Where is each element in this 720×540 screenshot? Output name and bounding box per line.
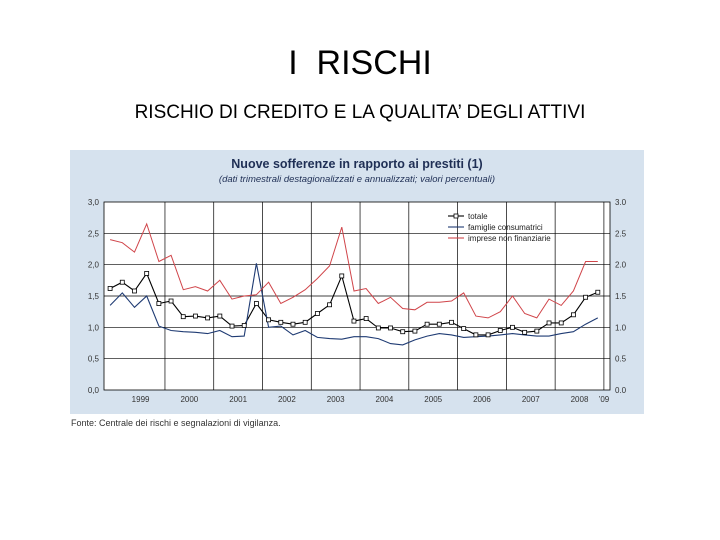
data-point-marker bbox=[498, 328, 502, 332]
data-point-marker bbox=[486, 333, 490, 337]
y-tick-label-right: 1.5 bbox=[615, 292, 627, 301]
data-point-marker bbox=[523, 330, 527, 334]
data-point-marker bbox=[376, 326, 380, 330]
x-tick-label: 2002 bbox=[277, 395, 296, 404]
y-tick-label-right: 1.0 bbox=[615, 323, 627, 333]
y-tick-label-left: 1,0 bbox=[87, 323, 99, 333]
x-tick-label: 2004 bbox=[375, 395, 394, 404]
chart-figure bbox=[70, 150, 644, 414]
chart-title: Nuove sofferenze in rapporto ai prestiti (1) bbox=[231, 157, 483, 171]
y-tick-label-left: 1,5 bbox=[87, 292, 99, 301]
x-tick-label: 2006 bbox=[473, 395, 491, 404]
data-point-marker bbox=[389, 326, 393, 330]
legend-label-famiglie: famiglie consumatrici bbox=[468, 223, 543, 232]
data-point-marker bbox=[169, 299, 173, 303]
chart-subtitle: (dati trimestrali destagionalizzati e annualizzati; valori percentuali) bbox=[218, 174, 496, 185]
data-point-marker bbox=[596, 290, 600, 294]
y-tick-label-left: 0,5 bbox=[87, 354, 99, 364]
data-point-marker bbox=[132, 289, 136, 293]
x-tick-label: 2008 bbox=[570, 395, 589, 404]
data-point-marker bbox=[303, 320, 307, 324]
y-tick-label-left: 2,5 bbox=[87, 229, 99, 239]
data-point-marker bbox=[401, 330, 405, 334]
y-tick-label-right: 0.0 bbox=[615, 386, 627, 395]
data-point-marker bbox=[328, 303, 332, 307]
y-tick-label-right: 3.0 bbox=[615, 198, 627, 207]
data-point-marker bbox=[267, 318, 271, 322]
data-point-marker bbox=[230, 324, 234, 328]
line-chart bbox=[70, 150, 644, 414]
data-point-marker bbox=[120, 280, 124, 284]
x-tick-label: ’09 bbox=[598, 395, 610, 404]
data-point-marker bbox=[352, 319, 356, 323]
data-point-marker bbox=[425, 322, 429, 326]
data-point-marker bbox=[571, 313, 575, 317]
data-point-marker bbox=[242, 323, 246, 327]
legend-label-totale: totale bbox=[468, 212, 488, 221]
x-tick-label: 2003 bbox=[326, 395, 345, 404]
data-point-marker bbox=[193, 314, 197, 318]
data-point-marker bbox=[559, 321, 563, 325]
y-tick-label-left: 2,0 bbox=[87, 260, 99, 270]
y-tick-label-right: 0.5 bbox=[615, 354, 627, 364]
legend-label-imprese: imprese non finanziarie bbox=[468, 234, 551, 243]
data-point-marker bbox=[413, 329, 417, 333]
data-point-marker bbox=[474, 333, 478, 337]
x-tick-label: 2000 bbox=[180, 395, 199, 404]
data-point-marker bbox=[145, 271, 149, 275]
data-point-marker bbox=[547, 321, 551, 325]
data-point-marker bbox=[254, 302, 258, 306]
y-tick-label-right: 2.5 bbox=[615, 229, 627, 239]
chart-source-note: Fonte: Centrale dei rischi e segnalazioni di vigilanza. bbox=[71, 418, 281, 428]
data-point-marker bbox=[206, 316, 210, 320]
x-tick-label: 1999 bbox=[131, 395, 150, 404]
data-point-marker bbox=[157, 302, 161, 306]
x-tick-label: 2001 bbox=[229, 395, 248, 404]
data-point-marker bbox=[279, 320, 283, 324]
x-tick-label: 2007 bbox=[521, 395, 540, 404]
data-point-marker bbox=[315, 312, 319, 316]
data-point-marker bbox=[462, 327, 466, 331]
data-point-marker bbox=[364, 317, 368, 321]
data-point-marker bbox=[535, 329, 539, 333]
data-point-marker bbox=[218, 314, 222, 318]
data-point-marker bbox=[340, 274, 344, 278]
data-point-marker bbox=[584, 295, 588, 299]
x-tick-label: 2005 bbox=[424, 395, 443, 404]
y-tick-label-left: 3,0 bbox=[87, 198, 99, 207]
data-point-marker bbox=[291, 322, 295, 326]
y-tick-label-left: 0,0 bbox=[87, 386, 99, 395]
data-point-marker bbox=[181, 315, 185, 319]
data-point-marker bbox=[449, 320, 453, 324]
legend-marker-totale bbox=[454, 214, 458, 218]
data-point-marker bbox=[437, 322, 441, 326]
y-tick-label-right: 2.0 bbox=[615, 260, 627, 270]
data-point-marker bbox=[510, 325, 514, 329]
slide-title: I RISCHI bbox=[288, 44, 432, 82]
slide-subtitle: RISCHIO DI CREDITO E LA QUALITA’ DEGLI ATTIVI bbox=[134, 102, 586, 123]
data-point-marker bbox=[108, 286, 112, 290]
